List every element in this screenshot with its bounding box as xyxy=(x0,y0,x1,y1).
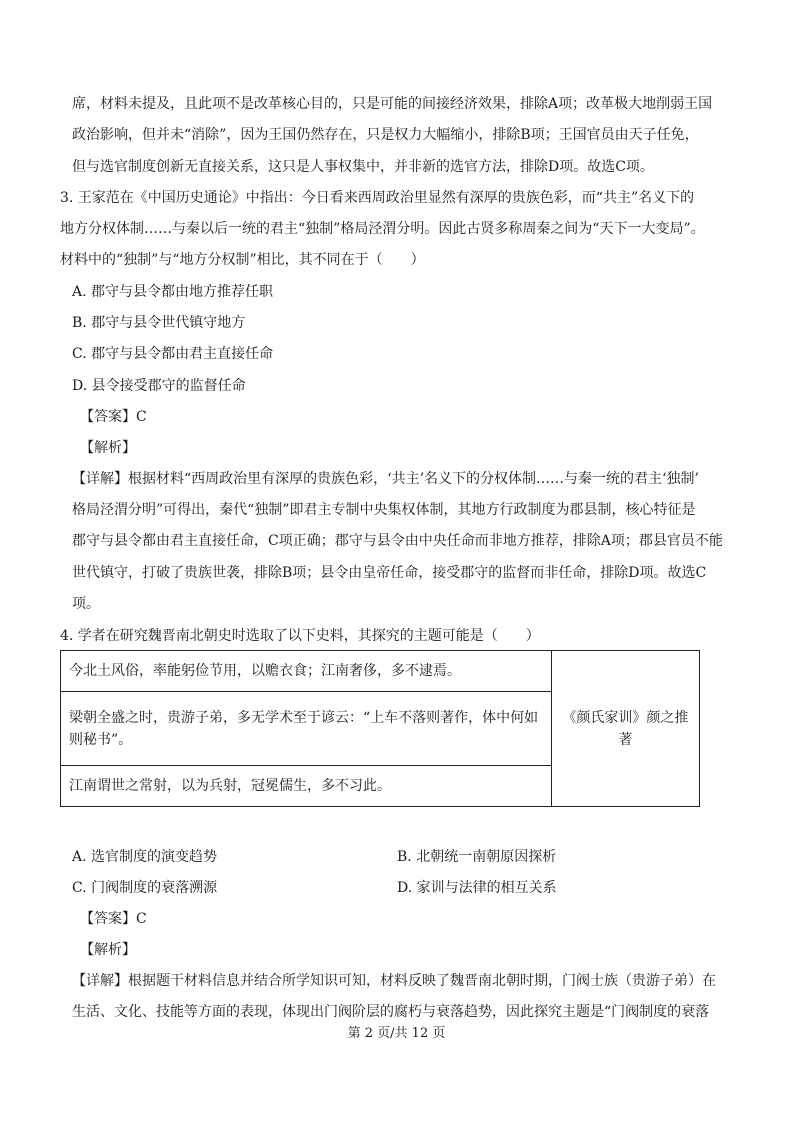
q4-detail-line-2: 生活、文化、技能等方面的表现，体现出门阀阶层的腐朽与衰落趋势，因此探究主题是“门阀制度的衰落 xyxy=(72,1004,710,1020)
source-row-3: 江南谓世之常射，以为兵射，冠冕儒生，多不习此。 xyxy=(61,766,552,807)
q3-stem-line-2: 地方分权体制……与秦以后一统的君主“独制”格局泾渭分明。因此古贤多称周秦之间为“天下一大变局”。 xyxy=(60,221,705,237)
q4-answer: 【答案】C xyxy=(80,911,147,927)
source-row-1: 今北土风俗，率能躬俭节用，以赡衣食；江南奢侈，多不逮焉。 xyxy=(61,651,552,692)
page-footer: 第 2 页/共 12 页 xyxy=(347,1026,446,1041)
q3-detail-line-2: 格局泾渭分明”可得出，秦代“独制”即君主专制中央集权体制，其地方行政制度为郡县制，核心特征是 xyxy=(72,502,696,518)
q3-analysis-label: 【解析】 xyxy=(80,440,136,456)
source-attribution: 《颜氏家训》颜之推著 xyxy=(551,651,699,807)
q4-option-a: A. 选官制度的演变趋势 xyxy=(72,849,218,865)
q3-detail-line-1: 【详解】根据材料“西周政治里有深厚的贵族色彩，‘共主’名义下的分权体制……与秦一统的君主‘独制’ xyxy=(72,471,699,487)
q4-detail-line-1: 【详解】根据题干材料信息并结合所学知识可知，材料反映了魏晋南北朝时期，门阀士族（贵游子弟）在 xyxy=(72,973,716,989)
q4-analysis-label: 【解析】 xyxy=(80,942,136,958)
q3-option-a: A. 郡守与县令都由地方推荐任职 xyxy=(72,284,274,300)
q4-option-b: B. 北朝统一南朝原因探析 xyxy=(397,849,557,865)
q3-stem-line-3: 材料中的“独制”与“地方分权制”相比，其不同在于（ ） xyxy=(60,252,425,268)
prev-analysis-line-3: 但与选官制度创新无直接关系，这只是人事权集中，并非新的选官方法，排除D项。故选C项。 xyxy=(72,159,654,175)
q3-option-c: C. 郡守与县令都由君主直接任命 xyxy=(72,346,274,362)
q3-detail-line-3: 郡守与县令都由君主直接任命，C项正确；郡守与县令由中央任命而非地方推荐，排除A项；郡县官员不能 xyxy=(72,533,723,549)
q4-stem: 4. 学者在研究魏晋南北朝史时选取了以下史料，其探究的主题可能是（ ） xyxy=(60,628,540,644)
q3-stem-line-1: 3. 王家范在《中国历史通论》中指出：今日看来西周政治里显然有深厚的贵族色彩，而“共主”名义下的 xyxy=(60,190,695,206)
q3-detail-line-5: 项。 xyxy=(72,596,100,612)
q4-source-table xyxy=(60,650,700,807)
prev-analysis-line-2: 政治影响，但并未“消除”，因为王国仍然存在，只是权力大幅缩小，排除B项；王国官员由天子任免， xyxy=(72,127,699,143)
q3-detail-line-4: 世代镇守，打破了贵族世袭，排除B项；县令由皇帝任命，接受郡守的监督而非任命，排除D项。故选C xyxy=(72,565,707,581)
q3-option-d: D. 县令接受郡守的监督任命 xyxy=(72,378,246,394)
q3-option-b: B. 郡守与县令世代镇守地方 xyxy=(72,315,246,331)
q4-option-d: D. 家训与法律的相互关系 xyxy=(397,880,557,896)
q3-answer: 【答案】C xyxy=(80,409,147,425)
source-row-2: 梁朝全盛之时，贵游子弟，多无学术至于谚云：“上车不落则著作，体中何如则秘书”。 xyxy=(61,692,552,766)
q4-option-c: C. 门阀制度的衰落溯源 xyxy=(72,880,218,896)
prev-analysis-line-1: 席，材料未提及，且此项不是改革核心目的，只是可能的间接经济效果，排除A项；改革极大地削弱王国 xyxy=(72,96,713,112)
